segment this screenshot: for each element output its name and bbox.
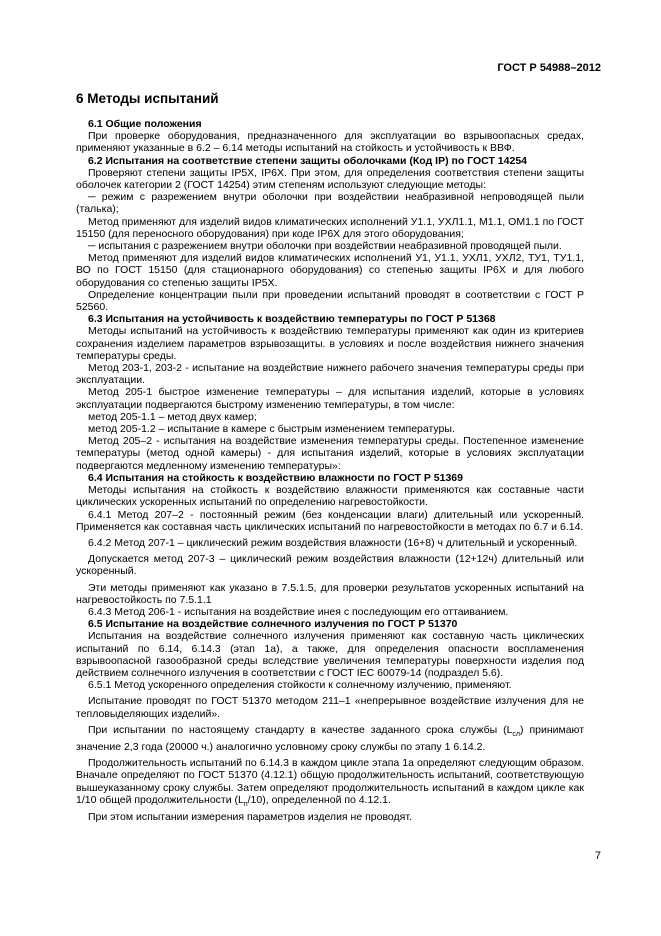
paragraph: Метод 205–2 - испытания на воздействие изменения температуры среды. Постепенное изменение температуры (метод одной камеры) - для испытания изделий, которые в условиях эксплуатации подвергаются медленному изменению температуры»:: [76, 435, 584, 472]
subsection-heading: 6.3 Испытания на устойчивость к воздействию температуры по ГОСТ Р 51368: [88, 313, 496, 326]
paragraph: Метод применяют для изделий видов климатических исполнений У1.1, УХЛ1.1, М1.1, ОМ1.1 по ГОСТ 15150 (для переносного оборудования) при коде IP6X для этого оборудования;: [76, 215, 584, 240]
paragraph: Испытания на воздействие солнечного излучения применяют как составную часть циклических испытаний по 6.14, 6.14.3 (этап 1а), а также, для определения опасности воспламенения взрывоопасной газообразной среды вследствие увеличения температуры поверхности изделия под действием солнечного излучения в соответствии с ГОСТ IEC 60079-14 (подраздел 5.6).: [76, 630, 584, 679]
paragraph: При этом испытании измерения параметров изделия не проводят.: [88, 811, 412, 824]
page-number: 7: [594, 850, 601, 862]
subsection-heading: 6.5 Испытание на воздействие солнечного излучения по ГОСТ Р 51370: [88, 618, 458, 631]
paragraph-test-duration: Продолжительность испытаний по 6.14.3 в каждом цикле этапа 1а определяют следующим образом. Вначале определяют по ГОСТ 51370 (4.12.1) общую продолжительность испытаний, соответствующую вышеуказанному сроку службы. Затем определяют продолжительность испытаний в каждом цикле как 1/10 общей продолжительности $(L_п/10)$, определенной по 4.12.1.: [76, 757, 584, 808]
paragraph-service-life: При испытании по настоящему стандарту в качестве заданного срока службы $(L_{сл})$ принимают значение 2,3 года (20000 ч.) аналогично условному сроку службы по этапу 1 6.14.2.: [76, 723, 585, 754]
list-item: метод 205-1.2 – испытание в камере с быстрым изменением температуры.: [88, 423, 455, 436]
paragraph: При проверке оборудования, предназначенного для эксплуатации во взрывоопасных средах, применяют указанные в 6.2 – 6.14 методы испытаний на стойкость и устойчивость к ВВФ.: [76, 130, 584, 155]
paragraph: 6.4.1 Метод 207–2 - постоянный режим (без конденсации влаги) длительный или ускоренный. Применяется как составная часть циклических испытаний по нагревостойкости в методах по 6.7 и 6.14.: [76, 508, 584, 533]
paragraph: Проверяют степени защиты IP5X, IP6X. При этом, для определения соответствия степени защиты оболочек категории 2 (ГОСТ 14254) этим степеням используют следующие методы:: [76, 166, 584, 192]
paragraph: Метод применяют для изделий видов климатических исполнений У1, У1.1, УХЛ1, УХЛ2, ТУ1, ТУ1.1, ВО по ГОСТ 15150 (для стационарного оборудования) со степенью защиты IP6X и для любого оборудования со степенью защиты IP5X.: [76, 252, 584, 289]
document-header: ГОСТ Р 54988–2012: [497, 62, 601, 74]
paragraph: Методы испытания на стойкость к воздействию влажности применяются как составные части циклических ускоренных испытаний по определению нагревостойкости.: [76, 484, 584, 509]
subsection-heading: 6.4 Испытания на стойкость к воздействию влажности по ГОСТ Р 51369: [88, 471, 463, 484]
paragraph: Определение концентрации пыли при проведении испытаний проводят в соответствии с ГОСТ Р 52560.: [76, 288, 584, 314]
subsection-heading: 6.2 Испытания на соответствие степени защиты оболочками (Код IP) по ГОСТ 14254: [88, 154, 527, 167]
list-item: метод 205-1.1 – метод двух камер;: [88, 410, 257, 423]
paragraph: Методы испытаний на устойчивость к воздействию температуры применяют как один из критериев сохранения изделием параметров взрывозащиты. в условиях и после воздействия нижнего значения температуры среды.: [76, 325, 584, 362]
paragraph: 6.4.3 Метод 206-1 - испытания на воздействие инея с последующим его оттаиванием.: [88, 605, 509, 618]
list-item: ─ испытания с разрежением внутри оболочки при воздействии неабразивной проводящей пыли.: [88, 240, 562, 253]
list-item: ─ режим с разрежением внутри оболочки при воздействии неабразивной непроводящей пыли (талька);: [76, 191, 584, 216]
paragraph: 6.5.1 Метод ускоренного определения стойкости к солнечному излучению, применяют.: [88, 679, 512, 692]
paragraph: Метод 205-1 быстрое изменение температуры – для испытания изделий, которые в условиях эксплуатации подвергаются быстрому изменению температуры, в том числе:: [76, 386, 584, 411]
paragraph: Допускается метод 207-3 – циклический режим воздействия влажности (12+12ч) длительный или ускоренный.: [76, 553, 584, 578]
paragraph: Испытание проводят по ГОСТ 51370 методом 211–1 «непрерывное воздействие излучения для не тепловыделяющих изделий».: [76, 695, 584, 720]
paragraph: 6.4.2 Метод 207-1 – циклический режим воздействия влажности (16+8) ч длительный и ускоренный.: [88, 536, 578, 549]
paragraph: Метод 203-1, 203-2 - испытание на воздействие нижнего рабочего значения температуры среды при эксплуатации.: [76, 362, 584, 387]
document-body: [76, 114, 584, 823]
subsection-heading: 6.1 Общие положения: [88, 118, 202, 130]
paragraph: Эти методы применяют как указано в 7.5.1.5, для проверки результатов ускоренных испытаний на нагревостойкость по 7.5.1.1: [76, 581, 584, 606]
section-title: 6 Методы испытаний: [76, 91, 219, 106]
